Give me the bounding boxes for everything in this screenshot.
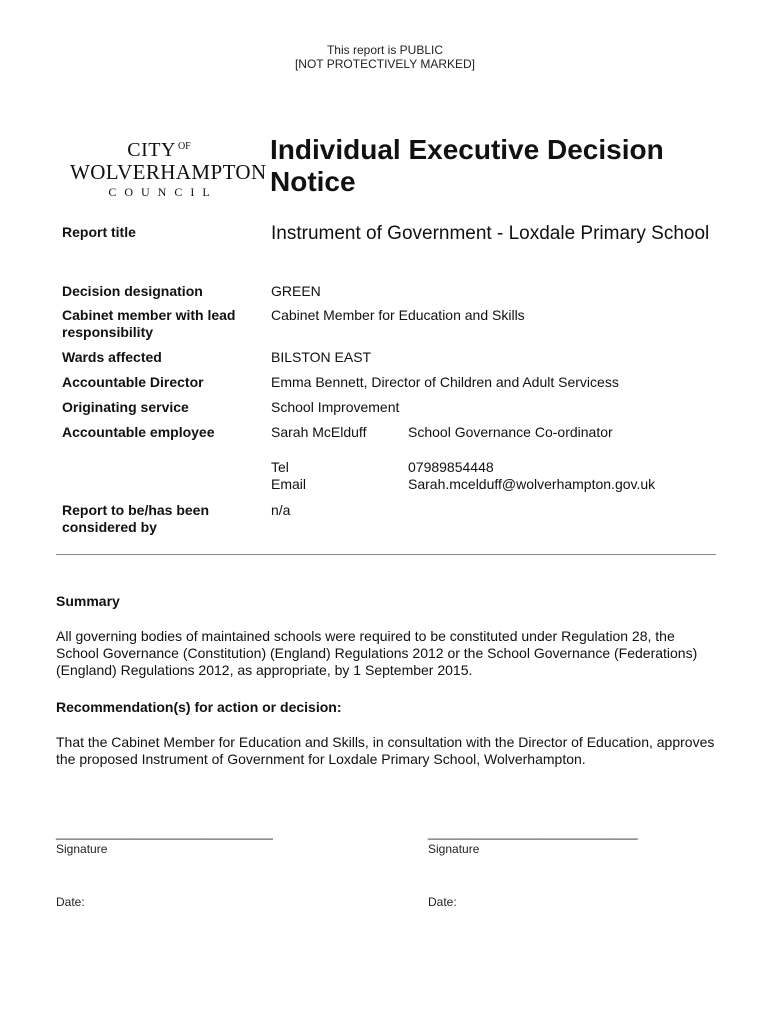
summary-text: All governing bodies of maintained schools were required to be constituted under Regulation 28, the School Governance (Constitution) (England) Regulations 2012 or the School Governance (Federations) (England) Regulations 2012, as appropriate, by 1 September 2015.	[56, 628, 698, 678]
recommendation-text: That the Cabinet Member for Education and Skills, in consultation with the Director of Education, approves the proposed Instrument of Government for Loxdale Primary School, Wolverhampton.	[56, 734, 715, 767]
classification-marking: [NOT PROTECTIVELY MARKED]	[294, 57, 476, 71]
employee-role: School Governance Co-ordinator	[408, 424, 613, 440]
signature-line-right: _____________________________	[428, 825, 638, 840]
decision-designation-label: Decision designation	[62, 283, 203, 299]
wards-affected-value: BILSTON EAST	[271, 349, 372, 365]
logo-city-text: CITY	[127, 139, 176, 161]
council-logo	[70, 137, 267, 200]
date-label-right: Date:	[428, 895, 457, 909]
section-divider	[56, 554, 716, 555]
report-title-label: Report title	[62, 224, 136, 240]
accountable-employee-label: Accountable employee	[62, 424, 215, 440]
employee-name: Sarah McElduff	[271, 424, 367, 440]
tel-label: Tel	[271, 459, 289, 475]
tel-value: 07989854448	[408, 459, 494, 475]
logo-of-text: OF	[177, 141, 191, 152]
email-label: Email	[271, 476, 307, 492]
cabinet-member-value: Cabinet Member for Education and Skills	[271, 307, 525, 323]
cabinet-member-label: Cabinet member with lead responsibility	[62, 307, 236, 340]
considered-by-label: Report to be/has been considered by	[62, 502, 210, 535]
wards-affected-label: Wards affected	[62, 349, 162, 365]
classification-line: This report is PUBLIC	[326, 43, 444, 57]
decision-designation-value: GREEN	[271, 283, 321, 299]
summary-heading: Summary	[56, 593, 120, 609]
signature-label-left: Signature	[56, 842, 108, 856]
signature-line-left: ______________________________	[56, 825, 273, 840]
accountable-director-label: Accountable Director	[62, 374, 204, 390]
signature-label-right: Signature	[428, 842, 480, 856]
document-title: Individual Executive Decision Notice	[270, 134, 664, 197]
email-value: Sarah.mcelduff@wolverhampton.gov.uk	[408, 476, 656, 492]
logo-name-text: WOLVERHAMPTON	[70, 160, 267, 184]
date-label-left: Date:	[56, 895, 85, 909]
originating-service-value: School Improvement	[271, 399, 400, 415]
originating-service-label: Originating service	[62, 399, 189, 415]
accountable-director-value: Emma Bennett, Director of Children and Adult Servicess	[271, 374, 619, 390]
report-title-value: Instrument of Government - Loxdale Primary School	[271, 223, 710, 244]
logo-council-text: COUNCIL	[108, 185, 218, 199]
considered-by-value: n/a	[271, 502, 291, 518]
recommendation-heading: Recommendation(s) for action or decision:	[56, 699, 342, 715]
